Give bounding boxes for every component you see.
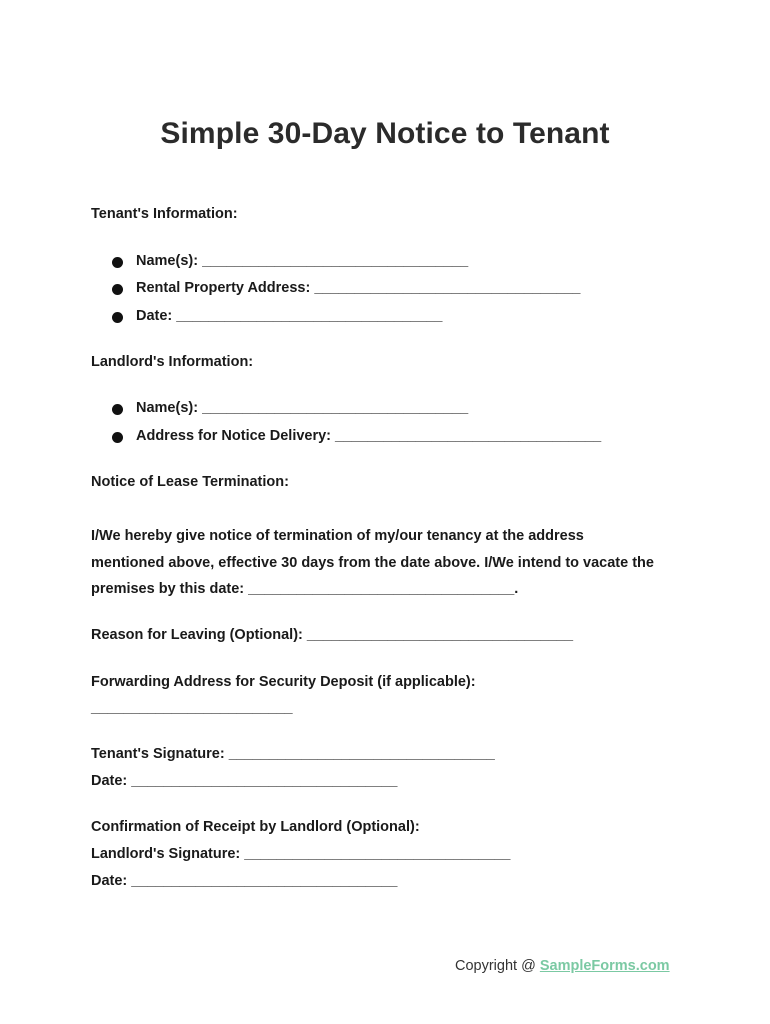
notice-text-line-2: mentioned above, effective 30 days from the date above. I/We intend to vacate the [91, 555, 654, 571]
landlord-signature-field: Landlord's Signature: _________________________________ [91, 846, 511, 862]
landlord-address-field: Address for Notice Delivery: _________________________________ [136, 428, 602, 444]
document-title: Simple 30-Day Notice to Tenant [160, 117, 610, 150]
forwarding-address-label: Forwarding Address for Security Deposit (if applicable): [91, 674, 476, 690]
bullet-icon [112, 284, 123, 295]
bullet-icon [112, 312, 123, 323]
confirmation-heading: Confirmation of Receipt by Landlord (Optional): [91, 819, 420, 835]
copyright-footer [455, 958, 670, 974]
landlord-info-heading: Landlord's Information: [91, 354, 254, 370]
notice-text-line-1: I/We hereby give notice of termination of my/our tenancy at the address [91, 528, 584, 544]
copyright-prefix: Copyright @ [455, 958, 540, 974]
brand-link[interactable]: SampleForms.com [539, 958, 670, 974]
bullet-icon [112, 404, 123, 415]
bullet-icon [112, 432, 123, 443]
bullet-icon [112, 257, 123, 268]
tenant-address-field: Rental Property Address: _________________________________ [136, 280, 581, 296]
tenant-name-field: Name(s): _________________________________ [136, 253, 469, 269]
tenant-date-field: Date: _________________________________ [136, 308, 443, 324]
tenant-signature-date-field: Date: _________________________________ [91, 773, 398, 789]
landlord-signature-date-field: Date: _________________________________ [91, 873, 398, 889]
forwarding-address-blank: _________________________ [91, 700, 293, 716]
notice-text-line-3: premises by this date: _________________________________. [91, 581, 519, 597]
tenant-signature-field: Tenant's Signature: _________________________________ [91, 746, 495, 762]
tenant-info-heading: Tenant's Information: [91, 206, 238, 222]
reason-field: Reason for Leaving (Optional): _________________________________ [91, 627, 574, 643]
notice-heading: Notice of Lease Termination: [91, 474, 289, 490]
landlord-name-field: Name(s): _________________________________ [136, 400, 469, 416]
